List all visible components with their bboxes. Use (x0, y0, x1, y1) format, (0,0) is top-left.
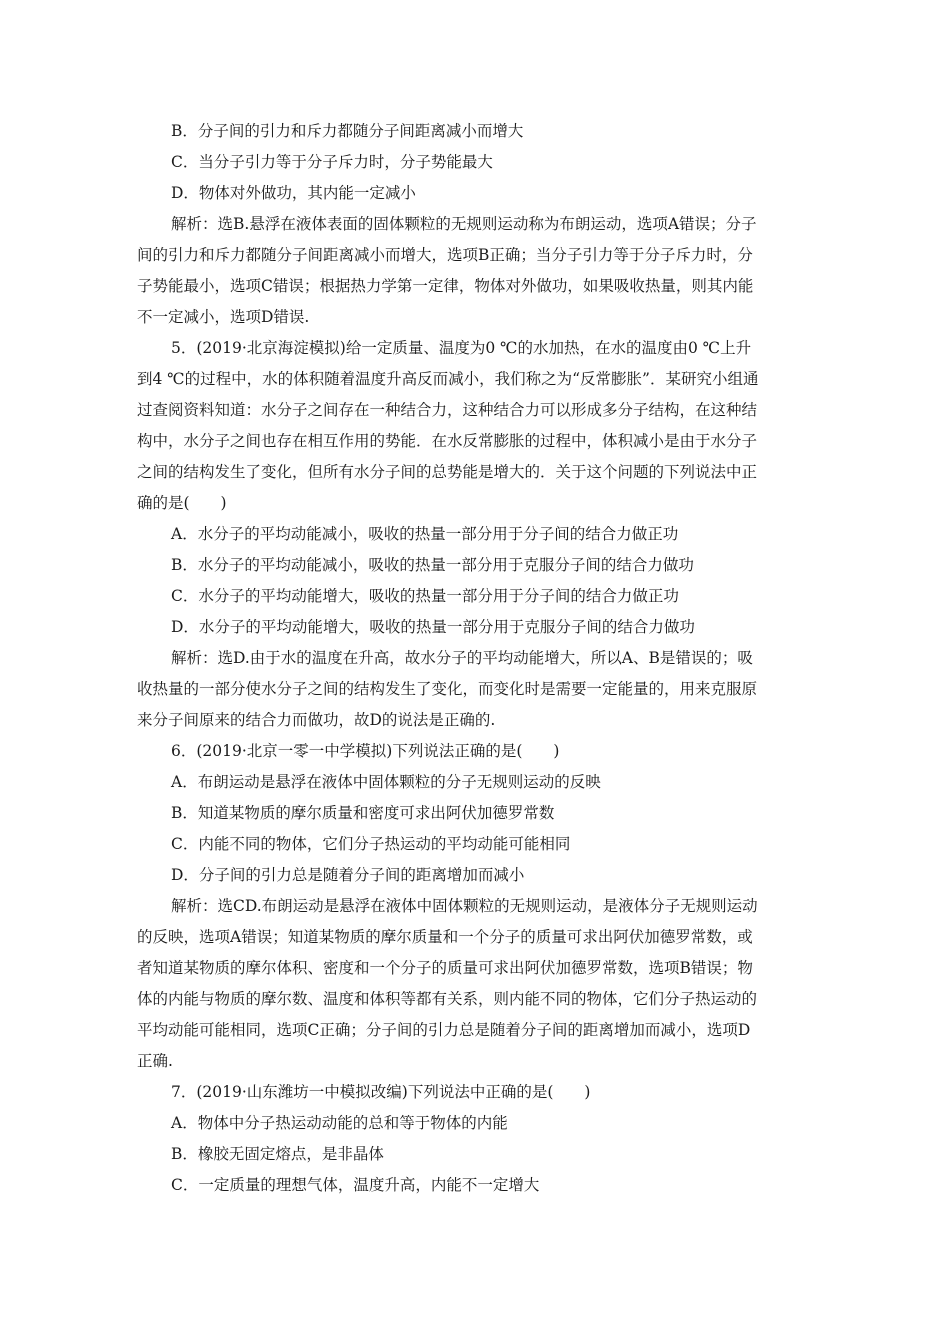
q7-stem: 7．(2019·山东潍坊一中模拟改编)下列说法中正确的是( ) (171, 1083, 591, 1101)
q6-analysis-line: 平均动能可能相同，选项C正确；分子间的引力总是随着分子间的距离增加而减小，选项D (137, 1021, 751, 1039)
q6-analysis-line: 的反映，选项A错误；知道某物质的摩尔质量和一个分子的质量可求出阿伏加德罗常数，或 (137, 928, 753, 946)
q7-option-c: C．一定质量的理想气体，温度升高，内能不一定增大 (171, 1176, 540, 1194)
q4-analysis-line: 间的引力和斥力都随分子间距离减小而增大，选项B正确；当分子引力等于分子斥力时，分 (137, 246, 753, 264)
q7-option-b: B．橡胶无固定熔点，是非晶体 (171, 1145, 384, 1163)
q6-option-b: B．知道某物质的摩尔质量和密度可求出阿伏加德罗常数 (171, 804, 555, 822)
q5-stem-line: 过查阅资料知道：水分子之间存在一种结合力，这种结合力可以形成多分子结构，在这种结 (137, 401, 758, 419)
q6-analysis-line: 正确. (137, 1052, 173, 1070)
q4-option-d: D．物体对外做功，其内能一定减小 (171, 184, 416, 202)
q6-stem: 6．(2019·北京一零一中学模拟)下列说法正确的是( ) (171, 742, 560, 760)
q5-stem-line: 到4 ℃的过程中，水的体积随着温度升高反而减小，我们称之为“反常膨胀”．某研究小组通 (137, 370, 759, 388)
q6-option-d: D．分子间的引力总是随着分子间的距离增加而减小 (171, 866, 525, 884)
q5-analysis-line: 来分子间原来的结合力而做功，故D的说法是正确的. (137, 711, 496, 729)
q5-analysis-line: 解析：选D.由于水的温度在升高，故水分子的平均动能增大，所以A、B是错误的；吸 (171, 649, 753, 667)
q6-option-c: C．内能不同的物体，它们分子热运动的平均动能可能相同 (171, 835, 571, 853)
q6-analysis-line: 者知道某物质的摩尔体积、密度和一个分子的质量可求出阿伏加德罗常数，选项B错误；物 (137, 959, 753, 977)
q4-option-b: B．分子间的引力和斥力都随分子间距离减小而增大 (171, 122, 524, 140)
q5-stem-line: 构中，水分子之间也存在相互作用的势能．在水反常膨胀的过程中，体积减小是由于水分子 (137, 432, 758, 450)
q5-option-c: C．水分子的平均动能增大，吸收的热量一部分用于分子间的结合力做正功 (171, 587, 679, 605)
q6-option-a: A．布朗运动是悬浮在液体中固体颗粒的分子无规则运动的反映 (171, 773, 601, 791)
q7-option-a: A．物体中分子热运动动能的总和等于物体的内能 (171, 1114, 508, 1132)
q4-analysis-line: 不一定减小，选项D错误. (137, 308, 310, 326)
q5-option-b: B．水分子的平均动能减小，吸收的热量一部分用于克服分子间的结合力做功 (171, 556, 694, 574)
q5-option-a: A．水分子的平均动能减小，吸收的热量一部分用于分子间的结合力做正功 (171, 525, 679, 543)
q6-analysis-line: 体的内能与物质的摩尔数、温度和体积等都有关系，则内能不同的物体，它们分子热运动的 (137, 990, 758, 1008)
q5-option-d: D．水分子的平均动能增大，吸收的热量一部分用于克服分子间的结合力做功 (171, 618, 695, 636)
q5-analysis-line: 收热量的一部分使水分子之间的结构发生了变化，而变化时是需要一定能量的，用来克服原 (137, 680, 758, 698)
q5-stem-line: 之间的结构发生了变化，但所有水分子间的总势能是增大的．关于这个问题的下列说法中正 (137, 463, 758, 481)
q4-analysis-line: 解析：选B.悬浮在液体表面的固体颗粒的无规则运动称为布朗运动，选项A错误；分子 (171, 215, 757, 233)
q5-stem-line: 5．(2019·北京海淀模拟)给一定质量、温度为0 ℃的水加热，在水的温度由0 ℃上升 (171, 339, 752, 357)
q4-analysis-line: 子势能最小，选项C错误；根据热力学第一定律，物体对外做功，如果吸收热量，则其内能 (137, 277, 754, 295)
q5-stem-line: 确的是( ) (137, 494, 227, 512)
q4-option-c: C．当分子引力等于分子斥力时，分子势能最大 (171, 153, 493, 171)
q6-analysis-line: 解析：选CD.布朗运动是悬浮在液体中固体颗粒的无规则运动，是液体分子无规则运动 (171, 897, 758, 915)
